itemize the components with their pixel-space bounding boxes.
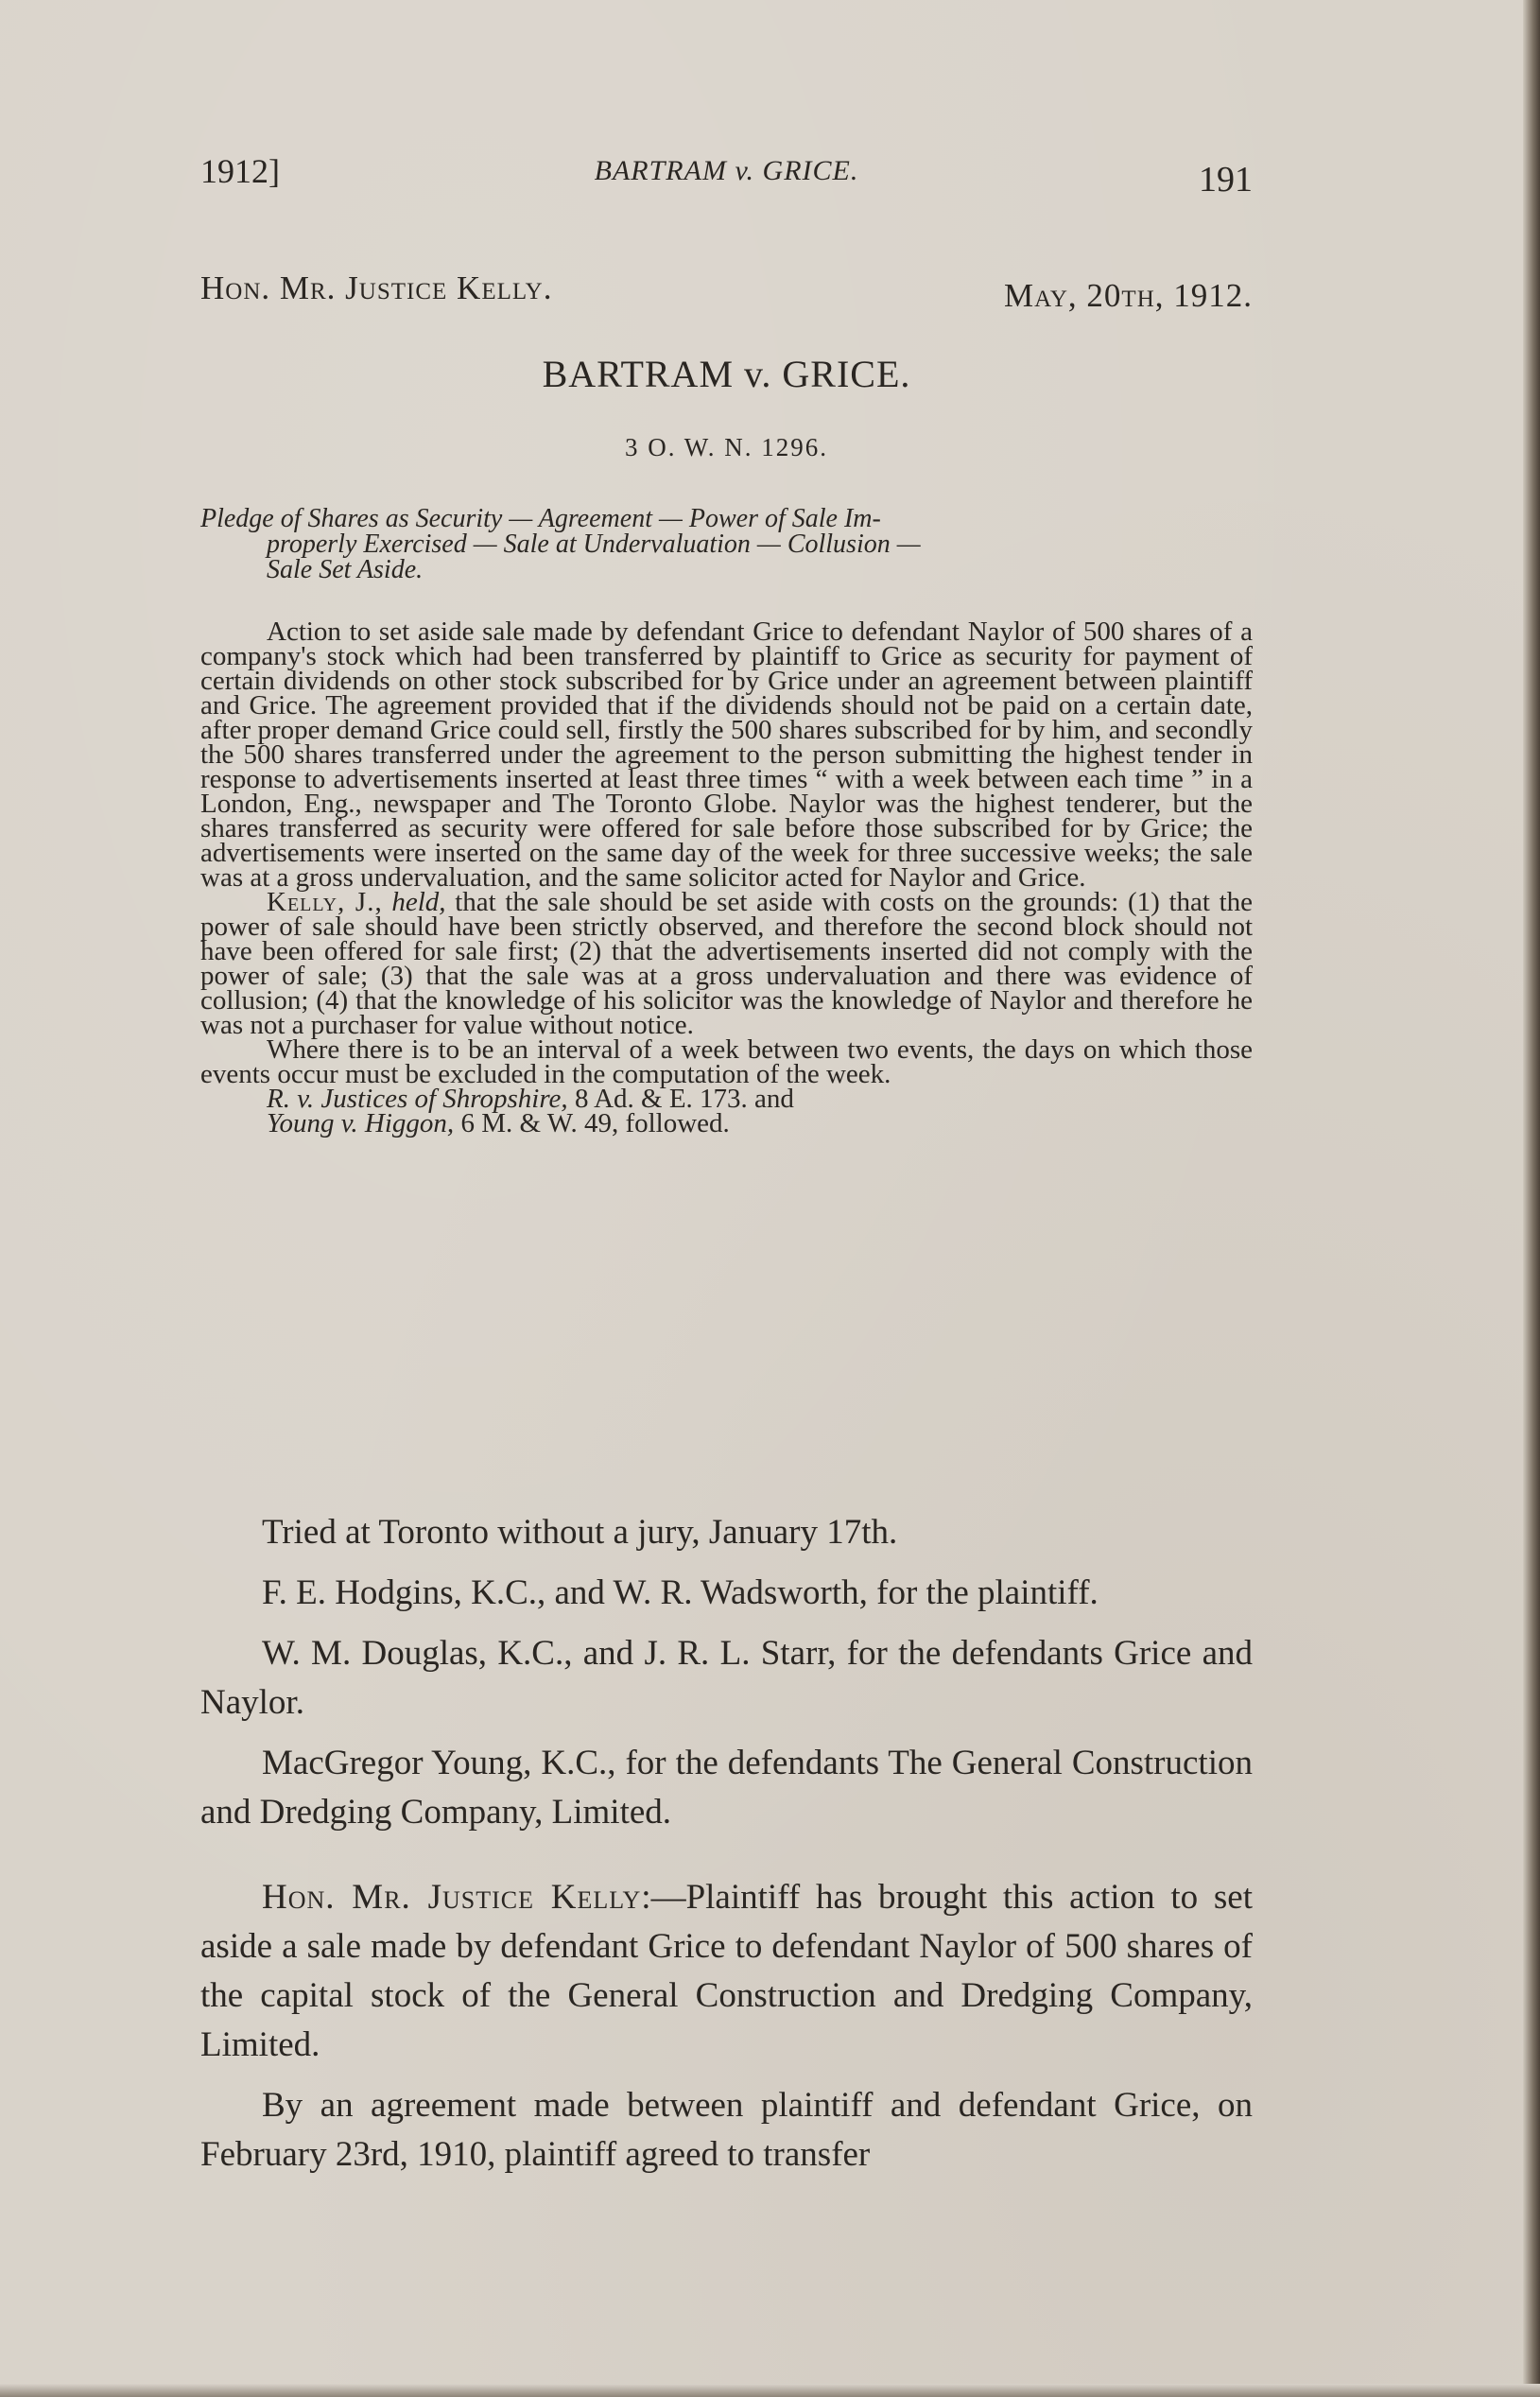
- page-bottom-edge: [0, 2384, 1540, 2397]
- running-head-title: BARTRAM v. GRICE.: [594, 155, 859, 186]
- summary-held: held,: [391, 887, 446, 917]
- trial-line: Tried at Toronto without a jury, January 17th.: [262, 1513, 898, 1552]
- summary-paragraph: [200, 887, 1254, 1040]
- summary-judge: Kelly, J.,: [267, 887, 383, 917]
- judgment-body: [200, 1508, 1253, 2191]
- judgment-opening-text: :—Plaintiff has brought this action to set aside a sale made by defendant Grice to defendant Naylor of 500 shares of the capital stock of the General Construction and Dredging Company, Limited.: [200, 1878, 1254, 2064]
- judgment-opening: [200, 1873, 1253, 2070]
- judgment-judge: Hon. Mr. Justice Kelly: [262, 1878, 642, 1917]
- summary-paragraph: Where there is to be an interval of a week between two events, the days on which those events occur must be excluded in the computation of the week.: [200, 1034, 1253, 1089]
- judge-name: Hon. Mr. Justice Kelly.: [200, 269, 553, 306]
- counsel-line: MacGregor Young, K.C., for the defendants The General Construction and Dredging Company, Limited.: [200, 1744, 1253, 1832]
- case-summary: [200, 619, 1253, 1136]
- summary-holding: that the sale should be set aside with costs on the grounds: (1) that the power of sale should have been strictly observed, and therefore the second block should not have been offered for sale first; (2) that the advertisements inserted did not comply with the power of sale; (3) that the sale was at a gross undervaluation and there was evidence of collusion; (4) that the knowledge of his solicitor was the knowledge of Naylor and therefore he was not a purchaser for value without notice.: [200, 887, 1254, 1040]
- case-title: BARTRAM v. GRICE.: [542, 353, 911, 395]
- headnote-line: Sale Set Aside.: [267, 555, 424, 584]
- cited-case-cite: 6 M. & W. 49, followed.: [460, 1108, 730, 1138]
- judge-line: [200, 269, 1253, 314]
- counsel-line: F. E. Hodgins, K.C., and W. R. Wadsworth, for the plaintiff.: [262, 1573, 1099, 1612]
- cited-case-cite: 8 Ad. & E. 173. and: [574, 1084, 794, 1114]
- judgment-date: May, 20th, 1912.: [1003, 277, 1253, 314]
- page-edge-shadow: [1523, 0, 1540, 2397]
- summary-paragraph: Action to set aside sale made by defendant Grice to defendant Naylor of 500 shares of a company's stock which had been transferred by plaintiff to Grice as security for payment of certain dividends on other stock subscribed for by Grice under an agreement between plaintiff and Grice. The agreement provided that if the dividends should not be paid on a certain date, after proper demand Grice could sell, firstly the 500 shares subscribed for by him, and secondly the 500 shares transferred under the agreement to the person submitting the highest tender in response to advertisements inserted at least three times “ with a week between each time ” in a London, Eng., newspaper and The Toronto Globe. Naylor was the highest tenderer, but the shares transferred as security were offered for sale before those subscribed for by Grice; the advertisements were inserted on the same day of the week for three successive weeks; the sale was at a gross undervaluation, and the same solicitor acted for Naylor and Grice.: [200, 617, 1253, 893]
- running-head: [200, 151, 1253, 199]
- page-number: 191: [1199, 160, 1253, 200]
- cited-case-name: Young v. Higgon,: [267, 1108, 455, 1138]
- cited-case-name: R. v. Justices of Shropshire,: [267, 1084, 568, 1114]
- headnote-line: properly Exercised — Sale at Undervaluation — Collusion —: [267, 530, 921, 559]
- cited-case: [200, 1108, 1253, 1138]
- running-head-year: 1912]: [200, 152, 280, 190]
- counsel-line: W. M. Douglas, K.C., and J. R. L. Starr, for the defendants Grice and Naylor.: [200, 1634, 1253, 1722]
- case-citation: 3 O. W. N. 1296.: [624, 433, 828, 461]
- judgment-paragraph: By an agreement made between plaintiff and defendant Grice, on February 23rd, 1910, plaintiff agreed to transfer: [200, 2086, 1253, 2174]
- headnote-line: Pledge of Shares as Security — Agreement — Power of Sale Im-: [200, 504, 881, 533]
- headnote: [200, 506, 1253, 582]
